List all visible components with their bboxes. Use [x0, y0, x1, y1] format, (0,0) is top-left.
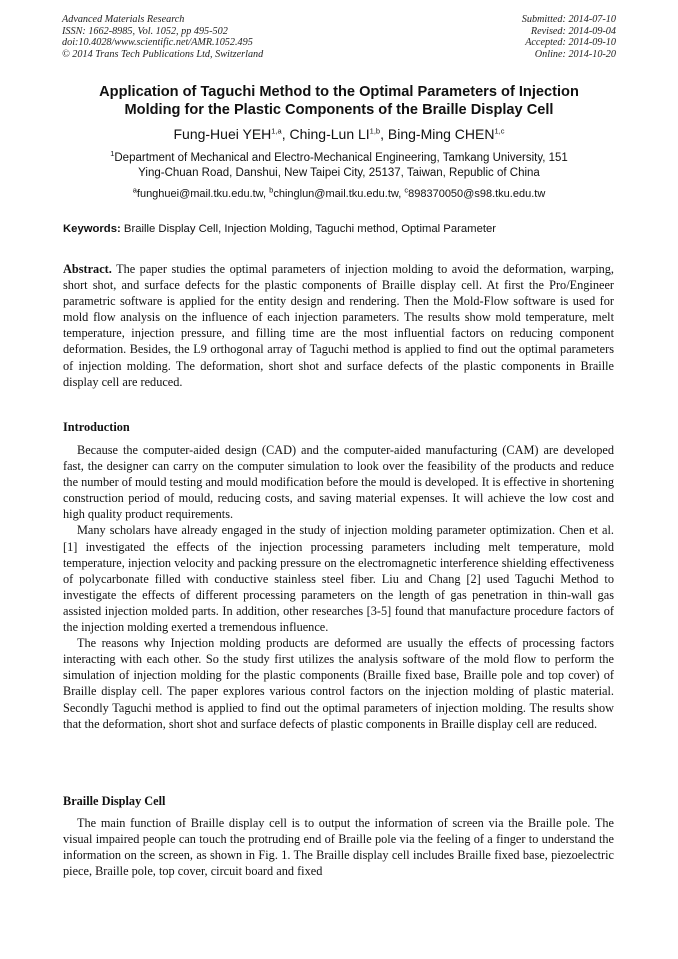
author-emails: [40, 187, 638, 201]
email-address: funghuei@mail.tku.edu.tw: [136, 188, 264, 200]
author-affil-marker: 1,b: [369, 126, 381, 136]
author-list: [40, 125, 638, 143]
paragraph: The main function of Braille display cell is to output the information of screen via the Braille pole. The visual impaired people can touch the protruding end of Braille pole via the feeling of a finger to understand the information on the screen, as shown in Fig. 1. The Braille display cell includes Braille fixed base, piezoelectric piece, Braille pole, top cover, circuit board and fixed: [63, 816, 614, 879]
title-line-2: Molding for the Plastic Components of the Braille Display Cell: [124, 101, 554, 118]
keywords-text: Braille Display Cell, Injection Molding, Taguchi method, Optimal Parameter: [120, 223, 497, 235]
issn-line: ISSN: 1662-8985, Vol. 1052, pp 495-502: [62, 25, 228, 37]
introduction-heading: Introduction: [63, 420, 130, 434]
affiliation-line-2: Ying-Chuan Road, Danshui, New Taipei City, 25137, Taiwan, Republic of China: [138, 167, 540, 179]
braille-display-cell-body: [63, 815, 614, 879]
author-affil-marker: 1,a: [271, 126, 282, 136]
copyright-line: © 2014 Trans Tech Publications Ltd, Switzerland: [62, 48, 264, 60]
email-address: 898370050@s98.tku.edu.tw: [408, 188, 546, 200]
author-name: Fung-Huei YEH: [173, 126, 272, 142]
abstract: [63, 261, 614, 390]
doi-line: doi:10.4028/www.scientific.net/AMR.1052.495: [62, 37, 253, 49]
author-separator: ,: [380, 126, 388, 142]
affiliation: [60, 151, 618, 181]
keywords: [63, 222, 623, 237]
journal-info: [62, 14, 263, 60]
paragraph: Many scholars have already engaged in the study of injection molding parameter optimization. Chen et al. [1] investigated the effects of the injection processing parameters including melt temperature, mold temperature, injection velocity and packing pressure on the electromagnetic interference shielding effectiveness of polycarbonate filled with conductive stainless steel fiber. Liu and Chang [2] used Taguchi Method to investigate the effects of different processing parameters on the length of gas penetration in thin-wall gas assisted injection molded parts. In addition, other researches [3-5] found that manufacture procedure factors of the injection molding exerted a tremendous influence.: [63, 523, 614, 635]
abstract-label: Abstract.: [63, 262, 112, 276]
braille-display-cell-heading: Braille Display Cell: [63, 794, 166, 808]
submitted-date: Submitted: 2014-07-10: [521, 14, 616, 25]
author-name: Bing-Ming CHEN: [387, 126, 495, 142]
email-separator: ,: [398, 188, 405, 200]
submission-dates: [522, 14, 616, 60]
journal-name: Advanced Materials Research: [62, 14, 185, 25]
author-affil-marker: 1,c: [494, 126, 505, 136]
email-marker: b: [269, 185, 274, 195]
affiliation-line-1: Department of Mechanical and Electro-Mechanical Engineering, Tamkang University, 151: [114, 152, 568, 164]
introduction-body: [63, 442, 614, 732]
accepted-date: Accepted: 2014-09-10: [525, 37, 616, 49]
author-separator: ,: [281, 126, 290, 142]
abstract-text: The paper studies the optimal parameters of injection molding to avoid the deformation, warping, short shot, and surface defects for the plastic components of Braille display cell. At first the Pro/Engineer parametric software is applied for the entity design and rendering. Then the Mold-Flow software is used for mold flow analysis on the influence of each injection parameters. The results show mold temperature, melt temperature, injection pressure, and filling time are the most influential factors on reducing component deformation. Besides, the L9 orthogonal array of Taguchi method is applied to find out the optimal parameters of injection molding. The deformation, short shot and surface defects of the plastic components in Braille display cell are reduced.: [63, 262, 614, 389]
revised-date: Revised: 2014-09-04: [530, 25, 616, 37]
affiliation-marker: 1: [110, 149, 115, 159]
title-line-1: Application of Taguchi Method to the Optimal Parameters of Injection: [99, 84, 579, 100]
keywords-label: Keywords:: [63, 223, 121, 235]
email-marker: c: [404, 185, 409, 195]
email-marker: a: [132, 185, 137, 195]
author-name: Ching-Lun LI: [289, 126, 370, 142]
paper-title: [40, 84, 638, 119]
email-separator: ,: [263, 188, 270, 200]
paragraph: Because the computer-aided design (CAD) and the computer-aided manufacturing (CAM) are developed fast, the designer can carry on the computer simulation to look over the feasibility of the products and reduce the number of mould testing and mould modification before the mould is developed. It is effective in shortening construction period of mould, reducing costs, and saving material expenses. It will achieve the low cost and high quality product requirements.: [63, 443, 614, 522]
email-address: chinglun@mail.tku.edu.tw: [273, 188, 399, 200]
online-date: Online: 2014-10-20: [534, 48, 616, 60]
paragraph: The reasons why Injection molding products are deformed are usually the effects of processing factors interacting with each other. So the study first utilizes the analysis software of the mold flow to perform the simulation of injection molding for the plastic components (Braille fixed base, Braille pole and top cover) of Braille display cell. The paper explores various control factors on the injection molding of plastic material. Secondly Taguchi method is applied to find out the optimal parameters of injection molding. The results show that the deformation, short shot and surface defects of plastic components in Braille display cell are reduced.: [63, 636, 614, 731]
